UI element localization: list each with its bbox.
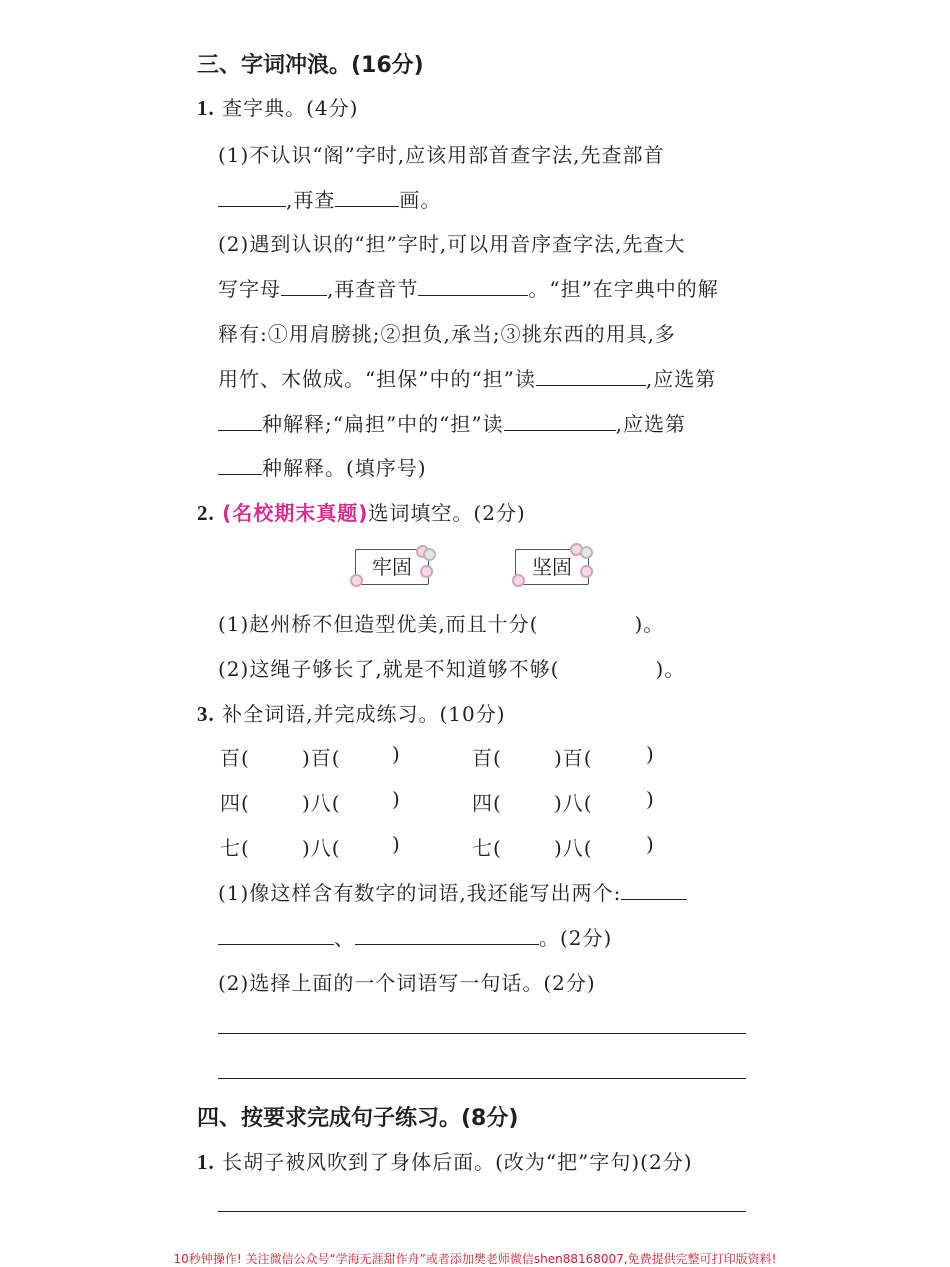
q1-p2-text-g: ,应选第 — [615, 412, 686, 436]
q1-p2-text-c: 。“担”在字典中的解 — [528, 277, 719, 301]
word-option-2: 坚固 — [515, 549, 589, 585]
idiom-cell: )百( — [554, 746, 593, 770]
q3-p1-text: (1)像这样含有数字的词语,我还能写出两个: — [218, 881, 622, 905]
idiom-cell: 百( — [472, 746, 502, 770]
answer-blank[interactable] — [504, 414, 616, 431]
q1-p2-text-h: 种解释。(填序号) — [262, 456, 427, 480]
q3-title: 补全词语,并完成练习。(10分) — [222, 702, 506, 726]
s4-q1-number: 1. — [197, 1150, 215, 1174]
idiom-cell: ) — [646, 742, 655, 766]
q1-p1-text-a: ,再查 — [286, 188, 336, 212]
q1-p2-text-b: ,再查音节 — [327, 277, 419, 301]
idiom-cell: )百( — [302, 746, 341, 770]
q3-p1-tail: 。(2分) — [539, 926, 613, 950]
q1-p2-line1: (2)遇到认识的“担”字时,可以用音序查字法,先查大 — [218, 232, 686, 256]
q1-p2-line2 — [218, 273, 719, 302]
q2-s2-text-a: (2)这绳子够长了,就是不知道够不够( — [218, 657, 560, 681]
word-option-1: 牢固 — [355, 549, 429, 585]
q2-s1-text-a: (1)赵州桥不但造型优美,而且十分( — [218, 612, 539, 636]
q1-p2-line3: 释有:①用肩膀挑;②担负,承当;③挑东西的用具,多 — [218, 322, 676, 346]
q1-p2-line6 — [218, 452, 427, 481]
section4-title: 四、按要求完成句子练习。(8分) — [197, 1106, 519, 1131]
q1-p1-line1: (1)不认识“阁”字时,应该用部首查字法,先查部首 — [218, 143, 665, 167]
answer-blank[interactable] — [536, 369, 646, 386]
q1-header — [197, 92, 358, 121]
q3-p1-line1 — [218, 877, 687, 906]
q2-sentence-2 — [218, 653, 685, 682]
flower-decor — [423, 548, 436, 561]
q1-number: 1. — [197, 96, 215, 120]
q3-p2: (2)选择上面的一个词语写一句话。(2分) — [218, 971, 596, 995]
idiom-cell: ) — [646, 832, 655, 856]
q1-p2-line4 — [218, 363, 716, 392]
q1-p1-line2 — [218, 184, 441, 213]
q1-p1-text-b: 画。 — [399, 188, 442, 212]
answer-blank[interactable] — [218, 458, 262, 475]
answer-blank[interactable] — [335, 190, 399, 207]
answer-blank[interactable] — [418, 279, 528, 296]
s4-q1-title: 长胡子被风吹到了身体后面。(改为“把”字句)(2分) — [222, 1150, 693, 1174]
q3-p1-sep: 、 — [334, 926, 355, 950]
answer-blank[interactable] — [218, 928, 334, 945]
q2-title: 选词填空。(2分) — [368, 501, 526, 525]
footer-notice: 10秒钟操作! 关注微信公众号“学海无涯甜作舟”或者添加樊老师微信shen88168007,免费提供完整可打印版资料! — [173, 1252, 777, 1266]
idiom-cell: ) — [392, 787, 401, 811]
q2-tag: (名校期末真题) — [222, 501, 369, 525]
flower-decor — [580, 546, 593, 559]
answer-blank[interactable] — [355, 928, 539, 945]
flower-decor — [512, 574, 525, 587]
answer-line[interactable] — [218, 1033, 746, 1034]
q3-header — [197, 698, 506, 727]
q2-s2-text-b: )。 — [655, 657, 686, 681]
q1-p2-text-a: 写字母 — [218, 277, 281, 301]
q3-p1-line2 — [218, 922, 612, 951]
q1-p2-text-f: 种解释;“扁担”中的“担”读 — [262, 412, 504, 436]
q2-sentence-1 — [218, 608, 664, 637]
q2-number: 2. — [197, 501, 215, 525]
answer-line[interactable] — [218, 1211, 746, 1212]
q2-s1-text-b: )。 — [634, 612, 665, 636]
q1-p2-text-d: 用竹、木做成。“担保”中的“担”读 — [218, 367, 536, 391]
answer-blank[interactable] — [218, 190, 286, 207]
idiom-cell: )八( — [302, 836, 341, 860]
q3-number: 3. — [197, 702, 215, 726]
idiom-cell: ) — [646, 787, 655, 811]
idiom-cell: 四( — [472, 791, 502, 815]
idiom-cell: 七( — [472, 836, 502, 860]
flower-decor — [580, 565, 593, 578]
idiom-cell: 百( — [220, 746, 250, 770]
s4-q1-header — [197, 1146, 693, 1175]
answer-line[interactable] — [218, 1078, 746, 1079]
flower-decor — [420, 565, 433, 578]
idiom-cell: ) — [392, 832, 401, 856]
answer-blank[interactable] — [281, 279, 327, 296]
idiom-cell: 四( — [220, 791, 250, 815]
idiom-cell: 七( — [220, 836, 250, 860]
q2-header — [197, 497, 526, 526]
section3-title: 三、字词冲浪。(16分) — [197, 53, 424, 78]
idiom-cell: )八( — [302, 791, 341, 815]
answer-blank[interactable] — [218, 414, 262, 431]
answer-blank[interactable] — [621, 883, 687, 900]
idiom-cell: ) — [392, 742, 401, 766]
idiom-cell: )八( — [554, 836, 593, 860]
q1-p2-text-e: ,应选第 — [645, 367, 717, 391]
idiom-cell: )八( — [554, 791, 593, 815]
flower-decor — [350, 574, 363, 587]
q1-p2-line5 — [218, 408, 686, 437]
q1-title: 查字典。(4分) — [222, 96, 359, 120]
